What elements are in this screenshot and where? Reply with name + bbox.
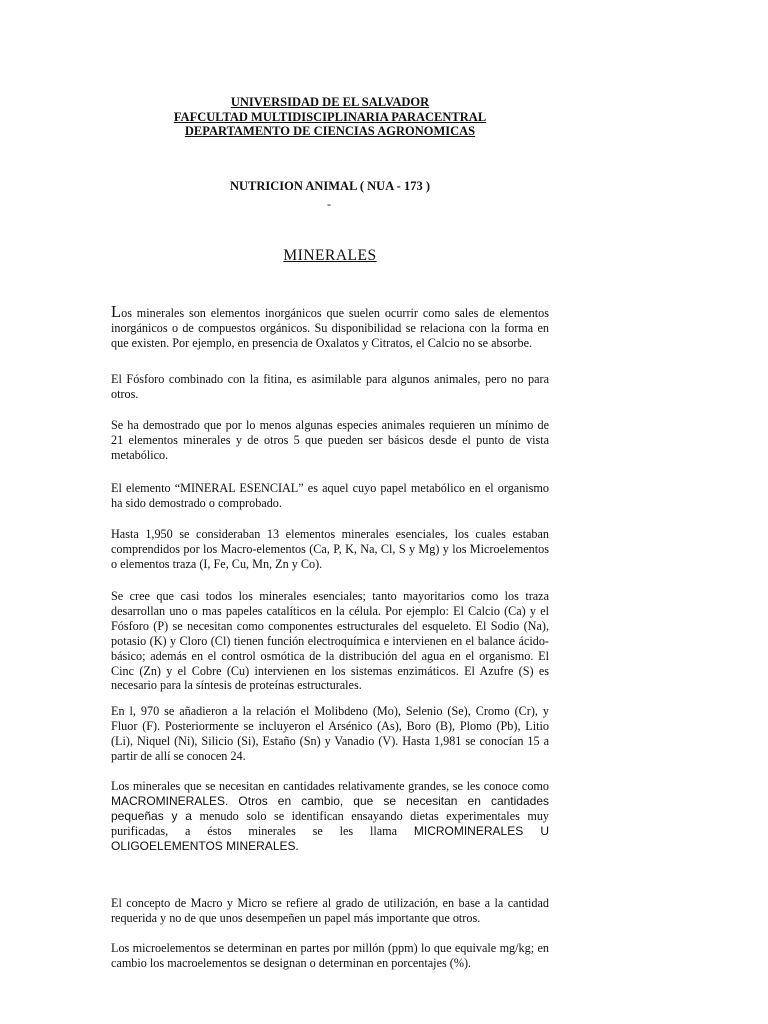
drop-letter: L xyxy=(111,302,122,321)
paragraph-requirements: Se ha demostrado que por lo menos algunas especies animales requieren un mínimo de 21 elementos minerales y de otros 5 que pueden ser básicos desde el punto de vista metabólico. xyxy=(111,418,549,462)
paragraph-concept: El concepto de Macro y Micro se refiere al grado de utilización, en base a la cantidad requerida y no de que unos desempeñen un papel más importante que otros. xyxy=(111,896,549,925)
paragraph-history-1950: Hasta 1,950 se consideraban 13 elementos minerales esenciales, los cuales estaban comprendidos por los Macro-elementos (Ca, P, K, Na, Cl, S y Mg) y los Microelementos o elementos traza (I, Fe, Cu, Mn, Zn y Co). xyxy=(111,527,549,571)
paragraph-macro-micro xyxy=(111,779,549,854)
separator-dash: - xyxy=(327,197,331,211)
paragraph-functions: Se cree que casi todos los minerales esenciales; tanto mayoritarios como los traza desarrollan uno o mas papeles catalíticos en la célula. Por ejemplo: El Calcio (Ca) y el Fósforo (P) se necesitan como componentes estructurales del esqueleto. El Sodio (Na), potasio (K) y Cloro (Cl) tienen función electroquímica e intervienen en el balance ácido-básico; además en el control osmótica de la distribución del agua en el organismo. El Cinc (Zn) y el Cobre (Cu) intervienen en los sistemas enzimáticos. El Azufre (S) es necesario para la síntesis de proteínas estructurales. xyxy=(111,589,549,693)
paragraph-units: Los microelementos se determinan en partes por millón (ppm) lo que equivale mg/kg; en cambio los macroelementos se designan o determinan en porcentajes (%). xyxy=(111,941,549,970)
paragraph-fosforo: El Fósforo combinado con la fitina, es asimilable para algunos animales, pero no para otros. xyxy=(111,372,549,401)
paragraph-text: os minerales son elementos inorgánicos que suelen ocurrir como sales de elementos inorgánicos o de compuestos orgánicos. Su disponibilidad se relaciona con la forma en que existen. Por ejemplo, en presencia de Oxalatos y Citratos, el Calcio no se absorbe. xyxy=(111,306,549,350)
paragraph-text: . xyxy=(295,838,299,853)
paragraph-text: menudo solo se identifican ensayando dietas experimentales muy purificadas, a éstos minerales se les llama xyxy=(111,808,550,838)
paragraph-history-1970: En l, 970 se añadieron a la relación el Molibdeno (Mo), Selenio (Se), Cromo (Cr), y Fluor (F). Posteriormente se incluyeron el Arsénico (As), Boro (B), Plomo (Pb), Litio (Li), Niquel (Ni), Silicio (Si), Estaño (Sn) y Vanadio (V). Hasta 1,981 se conocían 15 a partir de allí se conocen 24. xyxy=(111,704,549,763)
paragraph-text-sans: MACROMINERALES. Otros en cambio, que se necesitan en cantidades pequeñas y a xyxy=(111,793,549,823)
paragraph-mineral-esencial: El elemento “MINERAL ESENCIAL” es aquel cuyo papel metabólico en el organismo ha sido demostrado o comprobado. xyxy=(111,481,549,510)
course-title: NUTRICION ANIMAL ( NUA - 173 ) xyxy=(229,179,430,193)
faculty-name: FAFCULTAD MULTIDISCIPLINARIA PARACENTRAL xyxy=(173,109,487,124)
paragraph-intro xyxy=(111,302,549,351)
paragraph-text: Los minerales que se necesitan en cantidades relativamente grandes, se les conoce como xyxy=(111,779,549,793)
department-name: DEPARTAMENTO DE CIENCIAS AGRONOMICAS xyxy=(184,124,476,138)
university-name: UNIVERSIDAD DE EL SALVADOR xyxy=(230,95,430,109)
page-title: MINERALES xyxy=(283,247,377,264)
document-header xyxy=(0,95,660,139)
paragraph-text-sans: MICROMINERALES U OLIGOELEMENTOS MINERALES xyxy=(111,823,549,853)
